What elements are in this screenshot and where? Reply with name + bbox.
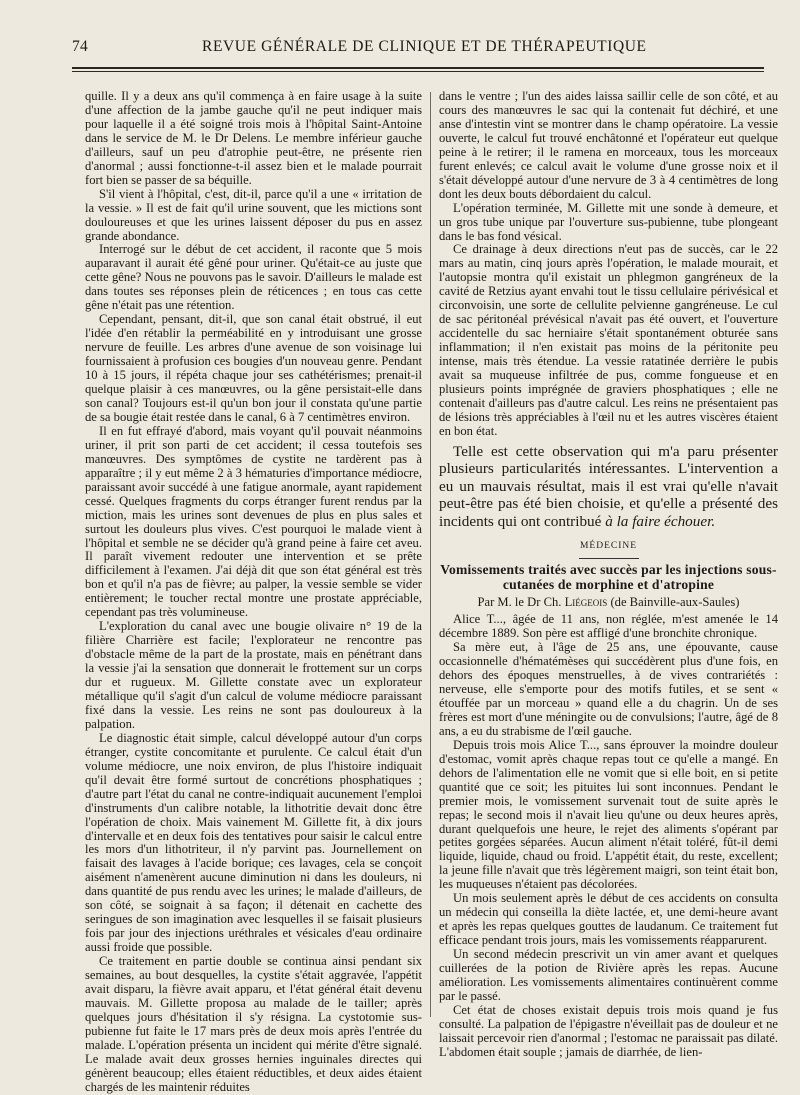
paragraph: Un mois seulement après le début de ces accidents on consulta un médecin qui conseilla la diète lactée, et, une demi-heure avant et après les repas quelques gouttes de laudanum. Ce traitement fut efficace pendant trois jours, mais les vomissements réapparurent.	[439, 891, 778, 948]
paragraph: Ce traitement en partie double se continua ainsi pendant six semaines, au bout desquelles, la cystite s'était aggravée, l'appétit avait disparu, la fièvre avait apparu, et l'état général était devenu mauvais. M. Gillette proposa au malade de le tailler; après quelques jours d'hésitation il s'y résigna. La cystotomie sus-pubienne fut faite le 17 mars près de deux mois après l'entrée du malade. L'opération présenta un incident qui mérite d'être signalé. Le malade avait deux grosses hernies inguinales directes qui génèrent beaucoup; elles étaient réductibles, et deux aides étaient chargés de les maintenir réduites	[85, 954, 422, 1094]
running-title: REVUE GÉNÉRALE DE CLINIQUE ET DE THÉRAPEUTIQUE	[202, 38, 647, 55]
paragraph: Il en fut effrayé d'abord, mais voyant qu'il pouvait néanmoins uriner, il prit son parti de cet accident; il cessa toutefois ses manœuvres. Des symptômes de cystite ne tardèrent pas à apparaître ; il y eut même 2 à 3 hématuries d'importance médiocre, paraissant avoir succédé à une fatigue anormale, ayant rapidement cessé. Quelques fragments du corps étranger furent rendus par la miction, mais les urines sont devenues de plus en plus sales et surtout les douleurs plus vives. C'est pourquoi le malade vient à l'hôpital et semble ne se décider qu'à grand peine à faire cet aveu. Il paraît vivement redouter une intervention et se prête difficilement à l'examen. J'ai déjà dit que son état général est très bon et qu'il n'a pas de fièvre; au palper, la vessie semble se vider entièrement; le toucher rectal montre une prostate appréciable, cependant pas très volumineuse.	[85, 423, 422, 620]
page-number: 74	[72, 38, 88, 55]
paragraph: L'exploration du canal avec une bougie olivaire n° 19 de la filière Charrière est facile; l'explorateur ne rencontre pas d'obstacle même de la part de la prostate, mais en pénétrant dans la vessie j'ai la sensation que donnerait le frottement sur un corps dur et rugueux. M. Gillette constate avec un explorateur métallique qu'il s'agit d'un calcul de volume médiocre paraissant fixé dans la vessie. Les reins ne sont pas douloureux à la palpation.	[85, 619, 422, 731]
paragraph: Cependant, pensant, dit-il, que son canal était obstrué, il eut l'idée d'en rétablir la perméabilité en y introduisant une grosse nervure de feuille. Les arbres d'une avenue de son voisinage lui fournissaient à profusion ces bougies d'un nouveau genre. Pendant 10 à 15 jours, il répéta chaque jour ses cathétérismes; prenait-il quelque plaisir à ces manœuvres, ou la gêne persistait-elle dans son canal? Toujours est-il qu'un bon jour il constata qu'une partie de sa bougie était restée dans le canal, 6 à 7 centimètres environ.	[85, 312, 422, 424]
byline-prefix: Par M. le Dr Ch.	[477, 595, 562, 610]
author-name: Liégeois	[564, 595, 608, 610]
paragraph: Depuis trois mois Alice T..., sans éprouver la moindre douleur d'estomac, vomit après chaque repas tout ce qu'elle a mangé. En dehors de l'alimentation elle ne vomit que si elle boit, en si petite quantité que ce soit; les pituites lui sont inconnues. Pendant le premier mois, le vomissement survenait tout de suite après le repas; le second mois il n'avait lieu qu'une ou deux heures après, durant quelquefois une heure, le rejet des aliments s'opérant par petites gorgées séparées. Aucun aliment n'était toléré, fût-il demi liquide, liquide, chaud ou froid. L'appétit était, du reste, excellent; la jeune fille n'avait que très légèrement maigri, son teint était bon, les muqueuses n'étaient pas décolorées.	[439, 737, 778, 892]
paragraph: quille. Il y a deux ans qu'il commença à en faire usage à la suite d'une affection de la jambe gauche qu'il ne peut indiquer mais pour laquelle il a été soigné trois mois à l'hôpital Saint-Antoine dans le service de M. le Dr Delens. Le membre inférieur gauche d'ailleurs, sauf un peu d'atrophie peut-être, ne présente rien d'anormal ; aussi fonctionne-t-il assez bien et le malade pourrait fort bien se passer de sa béquille.	[85, 89, 422, 187]
header-rule	[72, 67, 764, 69]
paragraph: Un second médecin prescrivit un vin amer avant et quelques cuillerées de la potion de Rivière après les repas. Aucune amélioration. Les vomissements alimentaires continuèrent comme par le passé.	[439, 947, 778, 1003]
section-label: MÉDECINE	[579, 541, 638, 552]
column-divider	[430, 92, 431, 1017]
paragraph: Sa mère eut, à l'âge de 25 ans, une épouvante, cause occasionnelle d'hématémèses qui succédèrent plus d'une fois, en dehors des époques menstruelles, à de vives contrariétés : nerveuse, elle s'emporte pour des motifs futiles, et se sent « étouffée par un morceau » quand elle a du chagrin. Un de ses frères est mort d'une méningite ou de convulsions; l'autre, âgé de 8 ans, a eu du strabisme de l'œil gauche.	[439, 640, 778, 738]
conclusion-italic: à la faire échouer.	[605, 512, 716, 530]
right-column	[439, 89, 778, 1059]
left-column	[85, 89, 422, 1094]
header-rule-thin	[72, 71, 764, 72]
byline	[439, 596, 778, 610]
paragraph: Ce drainage à deux directions n'eut pas de succès, car le 22 mars au matin, cinq jours après l'opération, le malade mourait, et l'autopsie montra qu'il existait un phlegmon gangréneux de la cavité de Retzius ayant envahi tout le tissu cellulaire périvésical et circonvoisin, une sorte de cellulite pelvienne gangréneuse. Le cul de sac péritonéal prévésical n'avait pas été ouvert, et l'ouverture accidentelle du sac herniaire s'était spontanément obturée sans inflammation; il n'en existait pas moins de la péritonite peu intense, mais très étendue. La vessie ratatinée derrière le pubis avait sa muqueuse infiltrée de pus, comme fongueuse et en plusieurs points imprégnée de graviers phosphatiques ; elle ne contenait d'ailleurs pas d'autre calcul. Les reins ne présentaient pas de lésions très appréciables à l'œil nu et les autres viscères étaient en bon état.	[439, 242, 778, 438]
paragraph: Interrogé sur le début de cet accident, il raconte que 5 mois auparavant il aurait été gêné pour uriner. Qu'était-ce au juste que cette gêne? Nous ne pouvons pas le savoir. D'ailleurs le malade est dans toutes ses réponses plein de réticences ; en tous cas cette gêne n'était pas une rétention.	[85, 242, 422, 313]
conclusion-text: Telle est cette observation qui m'a paru présenter plusieurs particularités intéressantes. L'intervention a eu un mauvais résultat, mais il est vrai qu'elle n'avait peut-être pas été bien choisie, et qu'elle a présenté des incidents qui ont contribué	[439, 442, 778, 530]
conclusion-paragraph	[439, 443, 778, 531]
article-title: Vomissements traités avec succès par les injections sous-cutanées de morphine et d'atropine	[440, 562, 777, 592]
section-rule	[579, 558, 639, 559]
page-header	[72, 38, 762, 62]
paragraph: Cet état de choses existait depuis trois mois quand je fus consulté. La palpation de l'épigastre n'éveillait pas de douleur et ne laissait percevoir rien d'anormal ; l'estomac ne paraissait pas dilaté. L'abdomen était souple ; jamais de diarrhée, de lien-	[439, 1002, 778, 1059]
paragraph: L'opération terminée, M. Gillette mit une sonde à demeure, et un gros tube unique par l'ouverture sus-pubienne, tube plongeant dans le bas fond vésical.	[439, 200, 778, 243]
byline-suffix: (de Bainville-aux-Saules)	[610, 595, 740, 610]
paragraph: Alice T..., âgée de 11 ans, non réglée, m'est amenée le 14 décembre 1889. Son père est affligé d'une bronchite chronique.	[439, 612, 778, 641]
paragraph: dans le ventre ; l'un des aides laissa saillir celle de son côté, et au cours des manœuvres le sac qui la contenait fut déchiré, et une anse d'intestin vint se montrer dans le champ opératoire. La vessie ouverte, le calcul fut trouvé enchâtonné et l'opérateur eut quelque peine à le retirer; il le ramena en morceaux, tous les morceaux furent enlevés; ce calcul avait le volume d'une grosse noix et il s'était développé autour d'une nervure de 3 à 4 centimètres de long dont les deux bouts débordaient du calcul.	[439, 89, 778, 201]
paragraph: Le diagnostic était simple, calcul développé autour d'un corps étranger, cystite concomitante et purulente. Ce calcul était d'un volume médiocre, une noix environ, de plus l'histoire indiquait qu'il devait être formé surtout de concrétions phosphatiques ; d'autre part l'état du canal ne contre-indiquait aucunement l'emploi d'instruments d'un calibre notable, la lithotritie devait donc être l'opération de choix. Mais vainement M. Gillette fit, à dix jours d'intervalle et en deux fois des tentatives pour saisir le calcul entre les mors d'un lithotriteur, il n'y parvint pas. Journellement on faisait des lavages à l'acide borique; ces lavages, cela se conçoit aisément n'amenèrent aucune diminution ni dans les douleurs, ni dans quantité de pus rendu avec les urines; le malade d'ailleurs, de son côté, se soignait à sa façon; il détenait en cachette des seringues de son imagination avec lesquelles il se faisait plusieurs fois par jour des injections uréthrales et vésicales d'eau ordinaire aussi froide que possible.	[85, 730, 422, 955]
paragraph: S'il vient à l'hôpital, c'est, dit-il, parce qu'il a une « irritation de la vessie. » Il est de fait qu'il urine souvent, que les mictions sont douloureuses et que les urines laissent déposer du pus en assez grande abondance.	[85, 186, 422, 243]
